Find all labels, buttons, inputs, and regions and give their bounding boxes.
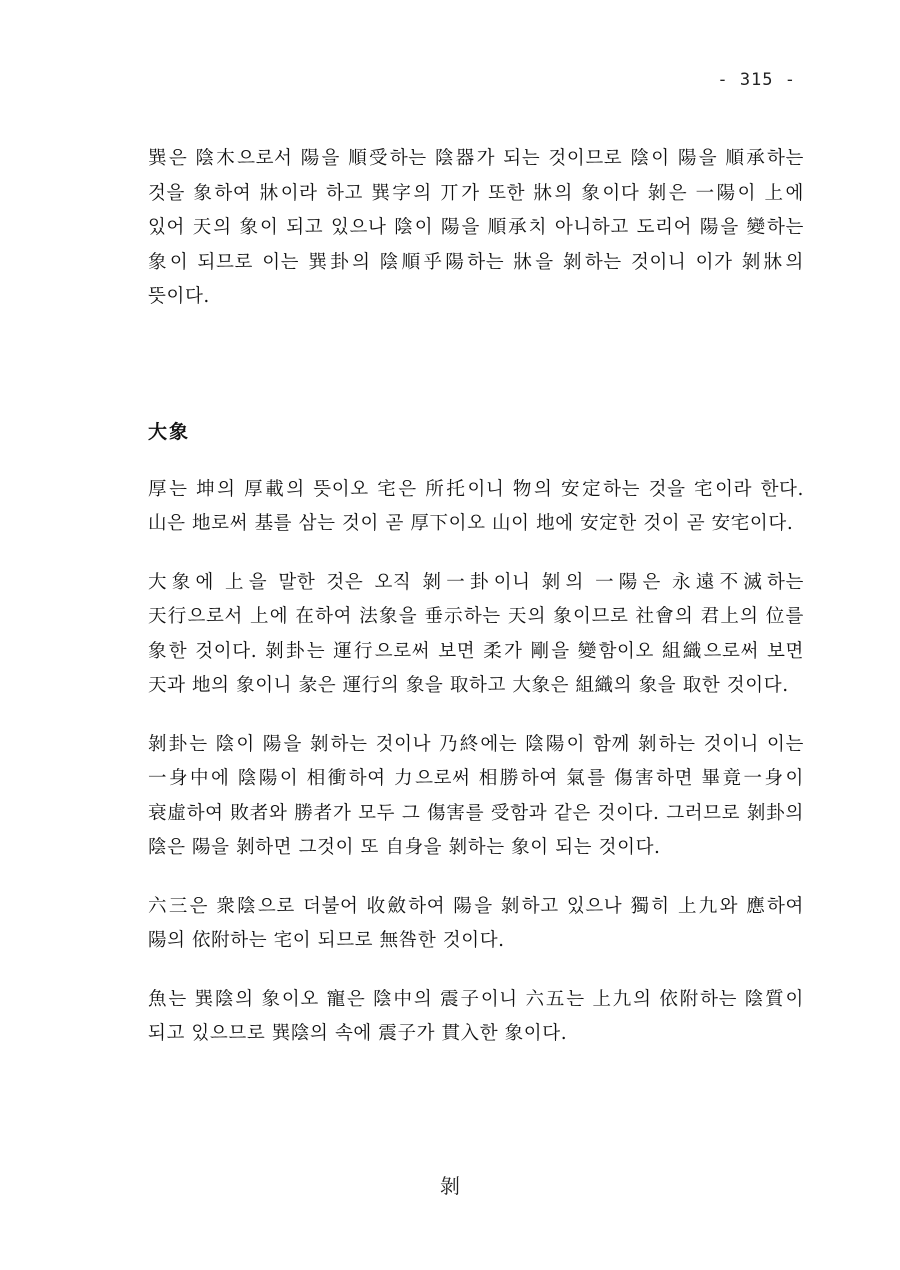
spacer	[148, 704, 804, 728]
section-heading: 大象	[148, 420, 191, 443]
intro-paragraph: 巽은 陰木으로서 陽을 順受하는 陰器가 되는 것이므로 陰이 陽을 順承하는 것을 象하여 牀이라 하고 巽字의 丌가 또한 牀의 象이다 剝은 一陽이 上에 있어 天의 象이 되고 있으나 陰이 陽을 順承치 아니하고 도리어 陽을 變하는 象이 되므로 이는 巽卦의 陰順乎陽하는 牀을 剝하는 것이니 이가 剝牀의 뜻이다.	[148, 148, 804, 307]
spacer	[148, 959, 804, 983]
paragraph-2: 大象에 上을 말한 것은 오직 剝一卦이니 剝의 一陽은 永遠不滅하는 天行으로서 上에 在하여 法象을 垂示하는 天의 象이므로 社會의 君上의 位를 象한 것이다. 剝卦는 運行으로써 보면 柔가 剛을 變함이오 組織으로써 보면 天과 地의 象이니 彖은 運行의 象을 取하고 大象은 組織의 象을 取한 것이다.	[148, 571, 804, 696]
paragraph-5: 魚는 巽陰의 象이오 寵은 陰中의 震子이니 六五는 上九의 依附하는 陰質이 되고 있으므로 巽陰의 속에 震子가 貫入한 象이다.	[148, 988, 804, 1044]
paragraph-3: 剝卦는 陰이 陽을 剝하는 것이나 乃終에는 陰陽이 함께 剝하는 것이니 이는 一身中에 陰陽이 相衝하여 力으로써 相勝하여 氣를 傷害하면 畢竟一身이 衰虛하여 敗者와 勝者가 모두 그 傷害를 受함과 같은 것이다. 그러므로 剝卦의 陰은 陽을 剝하면 그것이 또 自身을 剝하는 象이 되는 것이다.	[148, 733, 804, 858]
spacer	[148, 449, 804, 473]
page-footer: 剝	[440, 1174, 460, 1198]
spacer	[148, 542, 804, 566]
section-spacer	[148, 315, 804, 415]
page-body	[148, 142, 804, 1052]
paragraph-1: 厚는 坤의 厚載의 뜻이오 宅은 所托이니 物의 安定하는 것을 宅이라 한다. 山은 地로써 基를 삼는 것이 곧 厚下이오 山이 地에 安定한 것이 곧 安宅이다.	[148, 478, 804, 534]
spacer	[148, 866, 804, 890]
paragraph-4: 六三은 衆陰으로 더불어 收斂하여 陽을 剝하고 있으나 獨히 上九와 應하여 陽의 依附하는 宅이 되므로 無咎한 것이다.	[148, 895, 804, 951]
page-number: - 315 -	[717, 70, 796, 90]
